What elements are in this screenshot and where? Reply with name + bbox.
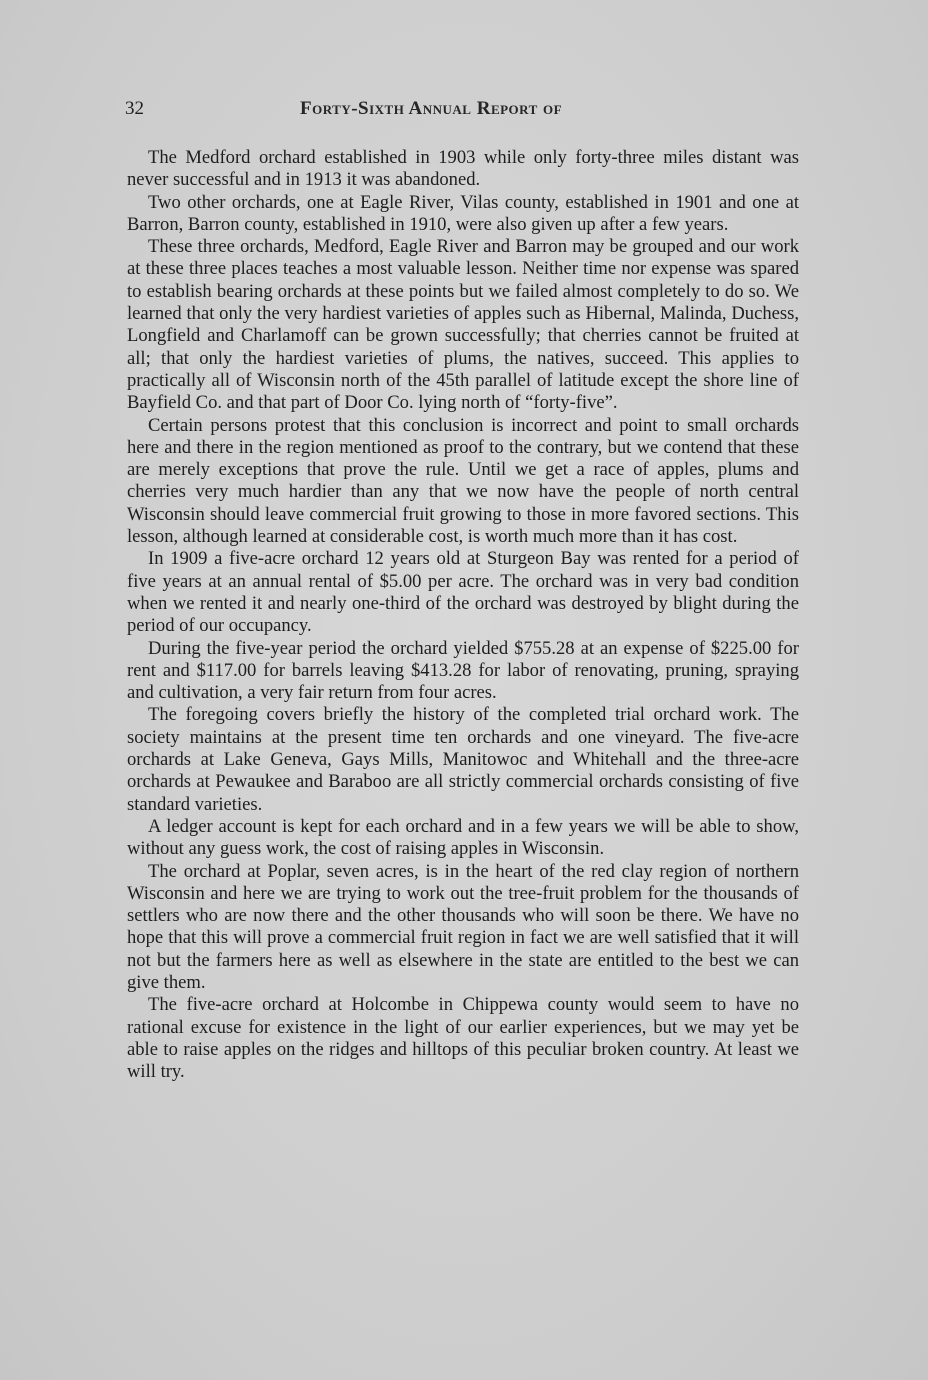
body-text: [127, 147, 799, 1083]
paragraph: The Medford orchard established in 1903 while only forty-three miles distant was never successful and in 1913 it was abandoned.: [127, 147, 799, 191]
paragraph: A ledger account is kept for each orchard and in a few years we will be able to show, without any guess work, the cost of raising apples in Wisconsin.: [127, 815, 799, 860]
page-header: [125, 98, 805, 128]
paragraph: Two other orchards, one at Eagle River, Vilas county, established in 1901 and one at Barron, Barron county, established in 1910, were also given up after a few years.: [127, 191, 799, 235]
paragraph: The five-acre orchard at Holcombe in Chippewa county would seem to have no rational excuse for existence in the light of our earlier experiences, but we may yet be able to raise apples on the ridges and hilltops of this peculiar broken country. At least we will try.: [127, 994, 799, 1083]
page-number: 32: [125, 98, 144, 119]
paragraph: These three orchards, Medford, Eagle River and Barron may be grouped and our work at these three places teaches a most valuable lesson. Neither time nor expense was spared to establish bearing orchards at these points but we failed almost completely to do so. We learned that only the very hardiest varieties of apples such as Hibernal, Malinda, Duchess, Longfield and Charlamoff can be grown successfully; that cherries cannot be fruited at all; that only the hardiest varieties of plums, the natives, succeed. This applies to practically all of Wisconsin north of the 45th parallel of latitude except the shore line of Bayfield Co. and that part of Door Co. lying north of “forty-five”.: [127, 236, 799, 414]
paragraph: In 1909 a five-acre orchard 12 years old at Sturgeon Bay was rented for a period of five years at an annual rental of $5.00 per acre. The orchard was in very bad condition when we rented it and nearly one-third of the orchard was destroyed by blight during the period of our occupancy.: [127, 548, 799, 637]
paragraph: Certain persons protest that this conclusion is incorrect and point to small orchards here and there in the region mentioned as proof to the contrary, but we contend that these are merely exceptions that prove the rule. Until we get a race of apples, plums and cherries very much hardier than any that we now have the people of north central Wisconsin should leave commercial fruit growing to those in more favored sections. This lesson, although learned at considerable cost, is worth much more than it has cost.: [127, 414, 799, 548]
paragraph: The orchard at Poplar, seven acres, is in the heart of the red clay region of northern Wisconsin and here we are trying to work out the tree-fruit problem for the thousands of settlers who are now there and the other thousands who will soon be there. We have no hope that this will prove a commercial fruit region in fact we are well satisfied that it will not but the farmers here as well as elsewhere in the state are entitled to the best we can give them.: [127, 860, 799, 993]
paragraph: During the five-year period the orchard yielded $755.28 at an expense of $225.00 for rent and $117.00 for barrels leaving $413.28 for labor of renovating, pruning, spraying and cultivation, a very fair return from four acres.: [127, 637, 799, 704]
running-title: Forty-Sixth Annual Report of: [300, 98, 563, 119]
paragraph: The foregoing covers briefly the history of the completed trial orchard work. The society maintains at the present time ten orchards and one vineyard. The five-acre orchards at Lake Geneva, Gays Mills, Manitowoc and Whitehall and the three-acre orchards at Pewaukee and Baraboo are all strictly commercial orchards consisting of five standard varieties.: [127, 704, 799, 815]
